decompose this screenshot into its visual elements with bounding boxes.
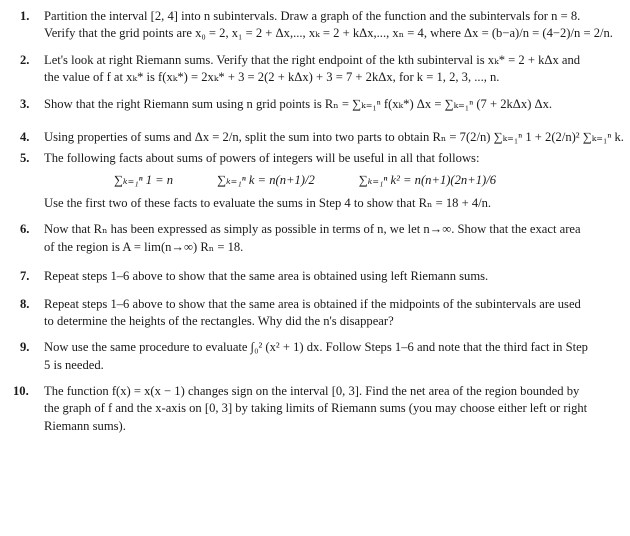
problem-number: 4. — [20, 129, 30, 144]
fact-sum-of-ones: ∑ₖ₌₁ⁿ 1 = n — [114, 172, 174, 187]
problem-number: 3. — [20, 96, 30, 111]
problem-10 — [13, 383, 620, 435]
problem-text-line: Now use the same procedure to evaluate ∫₀² (x² + 1) dx. Follow Steps 1–6 and note that the third fact in Step — [44, 340, 588, 355]
fact-sum-of-k: ∑ₖ₌₁ⁿ k = n(n+1)/2 — [217, 172, 315, 187]
problem-number: 9. — [20, 340, 30, 355]
problem-text-line: Let's look at right Riemann sums. Verify that the right endpoint of the kth subinterval is xₖ* = 2 + kΔx and — [44, 52, 581, 67]
problem-text-line: Using properties of sums and Δx = 2/n, split the sum into two parts to obtain Rₙ = 7(2/n) ∑ₖ₌₁ⁿ 1 + 2(2/n)² ∑ₖ₌₁ⁿ k. — [44, 129, 624, 144]
problem-number: 7. — [20, 269, 30, 284]
problem-1 — [22, 8, 620, 43]
sum-facts — [44, 172, 620, 189]
problem-text-line: 5 is needed. — [44, 357, 104, 372]
problem-number: 2. — [20, 52, 30, 67]
problem-text-line: Use the first two of these facts to evaluate the sums in Step 4 to show that Rₙ = 18 + 4/n. — [44, 196, 492, 210]
problem-text-line: the value of f at xₖ* is f(xₖ*) = 2xₖ* + 3 = 2(2 + kΔx) + 3 = 7 + 2kΔx, for k = 1, 2, 3, ..., n. — [44, 70, 500, 85]
problem-6 — [22, 221, 620, 256]
problem-number: 10. — [13, 384, 29, 398]
problem-text-line: the graph of f and the x-axis on [0, 3] by taking limits of Riemann sums (you may choose either left or right — [44, 401, 588, 416]
problem-8 — [22, 296, 620, 331]
problem-9 — [22, 339, 620, 374]
problem-2 — [22, 52, 620, 87]
problem-4 — [20, 129, 624, 146]
problem-number: 5. — [20, 151, 30, 166]
problem-number: 1. — [20, 9, 30, 23]
problem-text-line: Riemann sums). — [44, 418, 126, 433]
problem-text-line: of the region is A = lim(n→∞) Rₙ = 18. — [44, 239, 244, 254]
problem-text-line: to determine the heights of the rectangles. Why did the n's disappear? — [44, 313, 394, 328]
problem-text-line: Repeat steps 1–6 above to show that the same area is obtained if the midpoints of the subintervals are used — [44, 296, 581, 311]
problem-text-line: Partition the interval [2, 4] into n subintervals. Draw a graph of the function and the subintervals for n = 8. — [44, 9, 581, 23]
problem-text-line: Now that Rₙ has been expressed as simply as possible in terms of n, we let n→∞. Show that the exact area — [44, 222, 581, 237]
problem-text-line: Verify that the grid points are x₀ = 2, x₁ = 2 + Δx,..., xₖ = 2 + kΔx,..., xₙ = 4, where Δx = (b−a)/n = (4−2)/n = 2/n. — [44, 26, 613, 41]
problem-text-line: The function f(x) = x(x − 1) changes sign on the interval [0, 3]. Find the net area of the region bounded by — [44, 384, 580, 398]
problem-3 — [22, 96, 620, 113]
fact-sum-of-k-squared: ∑ₖ₌₁ⁿ k² = n(n+1)(2n+1)/6 — [358, 172, 497, 187]
problem-text-line: The following facts about sums of powers of integers will be useful in all that follows: — [44, 151, 480, 166]
problem-text-line: Repeat steps 1–6 above to show that the same area is obtained using left Riemann sums. — [44, 269, 489, 284]
problem-7 — [22, 268, 620, 285]
problem-text-line: Show that the right Riemann sum using n grid points is Rₙ = ∑ₖ₌₁ⁿ f(xₖ*) Δx = ∑ₖ₌₁ⁿ (7 + 2kΔx) Δx. — [44, 96, 553, 111]
problem-number: 6. — [20, 222, 30, 237]
problem-number: 8. — [20, 296, 30, 311]
problem-5 — [22, 150, 620, 212]
